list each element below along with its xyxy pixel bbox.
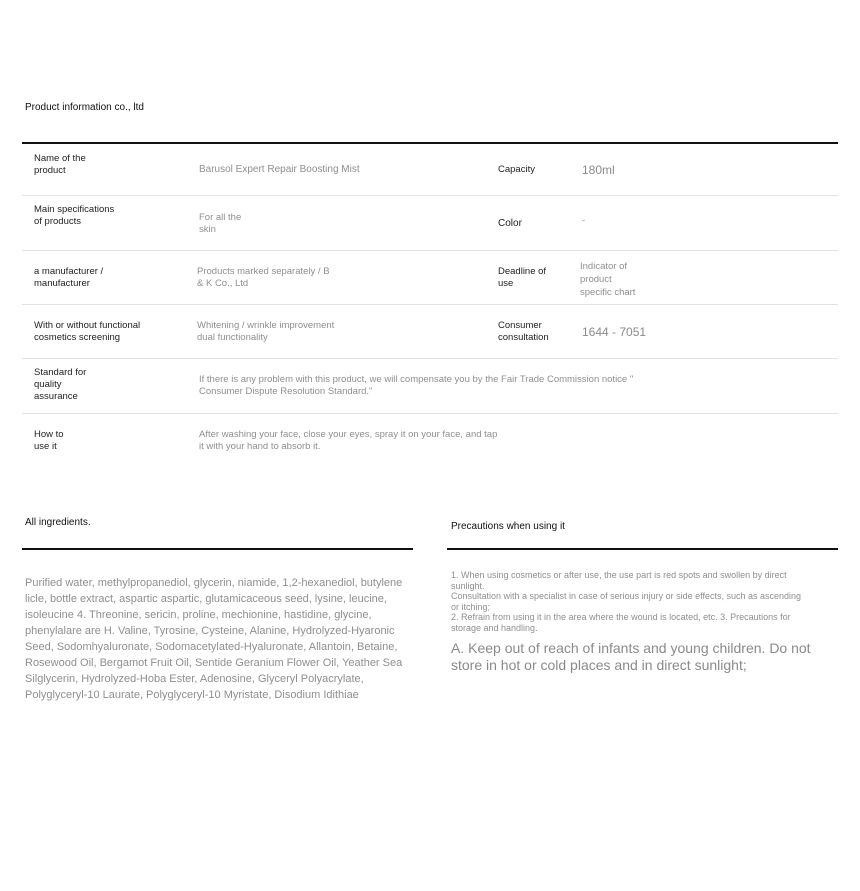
label-quality-assurance: Standard for quality assurance bbox=[34, 367, 87, 402]
value-quality-assurance: If there is any problem with this product, we will compensate you by the Fair Trade Commission notice " Consumer Dispute Resolution Standard." bbox=[199, 374, 634, 397]
label-functional-screening: With or without functional cosmetics screening bbox=[34, 320, 141, 343]
precautions-title: Precautions when using it bbox=[451, 521, 565, 532]
label-product-name: Name of the product bbox=[34, 153, 86, 176]
value-deadline: Indicator of product specific chart bbox=[580, 261, 636, 298]
precaution-line: 2. Refrain from using it in the area where the wound is located, etc. 3. Precautions for storage and handling. bbox=[451, 612, 791, 633]
precaution-keep-away: A. Keep out of reach of infants and young children. Do not store in hot or cold places and in direct sunlight; bbox=[451, 640, 811, 673]
precaution-line: 1. When using cosmetics or after use, the use part is red spots and swollen by direct sunlight. bbox=[451, 570, 787, 591]
label-manufacturer: a manufacturer / manufacturer bbox=[34, 266, 104, 289]
ingredients-text: Purified water, methylpropanediol, glycerin, niamide, 1,2-hexanediol, butylene licle, bottle extract, aspartic aspartic, glutamicaceous seed, lysine, leucine, isoleucine 4. Threonine, sericin, proline, mechionine, hastidine, glycine, phenylalare are H. Valine, Tyrosine, Cysteine, Alanine, Hydrolyzed-Hyaronic Seed, Sodomhyaluronate, Sodomacetylated-Hyaluronate, Allantoin, Betaine, Rosewood Oil, Bergamot Fruit Oil, Sentide Geranium Flower Oil, Yeather Sea Silglycerin, Hydrolyzed-Hoba Ester, Adenosine, Glyceryl Polyacrylate, Polyglyceryl-10 Laurate, Polyglyceryl-10 Myristate, Disodium Idithiae bbox=[25, 577, 403, 701]
table-row bbox=[22, 414, 838, 470]
label-color: Color bbox=[498, 218, 522, 229]
value-color: - bbox=[582, 215, 586, 226]
table-row bbox=[22, 196, 838, 251]
value-capacity: 180ml bbox=[582, 163, 615, 177]
label-consumer-consultation: Consumer consultation bbox=[498, 320, 549, 343]
table-row bbox=[22, 359, 838, 414]
table-row bbox=[22, 144, 838, 196]
value-how-to-use: After washing your face, close your eyes, spray it on your face, and tap it with your hand to absorb it. bbox=[199, 429, 498, 452]
label-how-to-use: How to use it bbox=[34, 429, 64, 452]
table-row bbox=[22, 251, 838, 305]
value-main-specs: For all the skin bbox=[199, 212, 242, 235]
precautions-divider bbox=[447, 548, 838, 550]
value-manufacturer: Products marked separately / B & K Co., Ltd bbox=[197, 266, 330, 289]
label-main-specs: Main specifications of products bbox=[34, 204, 115, 227]
value-product-name: Barusol Expert Repair Boosting Mist bbox=[199, 164, 360, 175]
precautions-text bbox=[451, 570, 811, 634]
ingredients-title: All ingredients. bbox=[25, 517, 91, 528]
value-consumer-consultation: 1644 - 7051 bbox=[582, 325, 647, 339]
value-functional-screening: Whitening / wrinkle improvement dual functionality bbox=[197, 320, 335, 343]
table-row bbox=[22, 305, 838, 359]
label-deadline: Deadline of use bbox=[498, 266, 547, 289]
ingredients-divider bbox=[22, 548, 413, 550]
label-capacity: Capacity bbox=[498, 164, 535, 175]
precaution-line: Consultation with a specialist in case of serious injury or side effects, such as ascending or itching; bbox=[451, 591, 802, 612]
section-title-product-info: Product information co., ltd bbox=[25, 102, 144, 113]
